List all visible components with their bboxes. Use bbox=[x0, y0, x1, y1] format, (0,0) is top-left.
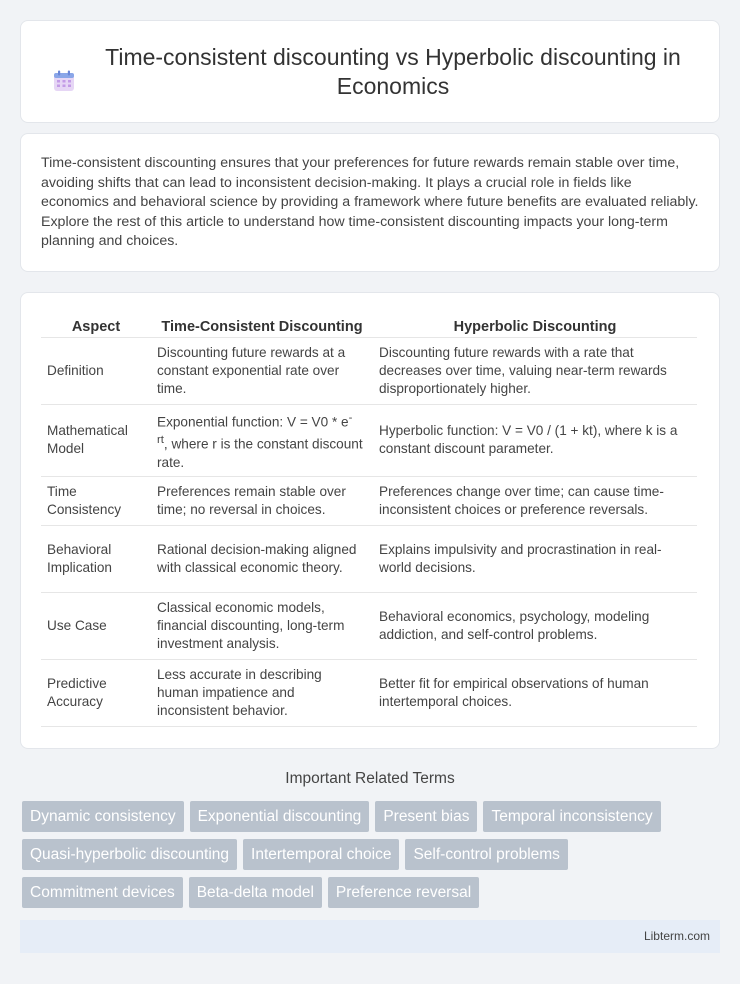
table-cell: Predictive Accuracy bbox=[41, 659, 151, 726]
tag-preference-reversal[interactable]: Preference reversal bbox=[328, 877, 479, 908]
table-row bbox=[41, 592, 697, 659]
table-row bbox=[41, 659, 697, 726]
table-cell: Use Case bbox=[41, 592, 151, 659]
tag-exponential-discounting[interactable]: Exponential discounting bbox=[190, 801, 370, 832]
header-card bbox=[20, 20, 720, 123]
table-cell: Preferences remain stable over time; no reversal in choices. bbox=[151, 476, 373, 525]
table-cell: Behavioral economics, psychology, modeling addiction, and self-control problems. bbox=[373, 592, 697, 659]
table-row bbox=[41, 525, 697, 592]
tag-intertemporal-choice[interactable]: Intertemporal choice bbox=[243, 839, 399, 870]
related-terms-heading: Important Related Terms bbox=[285, 770, 455, 787]
comparison-table-card bbox=[20, 292, 720, 749]
column-header: Aspect bbox=[41, 313, 151, 337]
table-row bbox=[41, 476, 697, 525]
table-cell: Discounting future rewards with a rate that decreases over time, valuing near-term rewards disproportionately higher. bbox=[373, 337, 697, 404]
table-cell: Classical economic models, financial discounting, long-term investment analysis. bbox=[151, 592, 373, 659]
table-cell: Explains impulsivity and procrastination in real-world decisions. bbox=[373, 525, 697, 592]
tag-temporal-inconsistency[interactable]: Temporal inconsistency bbox=[483, 801, 660, 832]
table-cell: Rational decision-making aligned with classical economic theory. bbox=[151, 525, 373, 592]
table-cell: Definition bbox=[41, 337, 151, 404]
tag-row bbox=[22, 839, 722, 870]
table-row bbox=[41, 337, 697, 404]
intro-text: Time-consistent discounting ensures that your preferences for future rewards remain stable over time, avoiding shifts that can lead to inconsistent decision-making. It plays a crucial role in fields like economics and behavioral science by providing a framework where future benefits are evaluated reliably. Explore the rest of this article to understand how time-consistent discounting impacts your long-term planning and choices. bbox=[41, 155, 699, 250]
table-cell: Preferences change over time; can cause time-inconsistent choices or preference reversals. bbox=[373, 476, 697, 525]
tag-row bbox=[22, 801, 722, 832]
comparison-table bbox=[41, 313, 697, 727]
intro-card bbox=[20, 133, 720, 272]
footer bbox=[20, 920, 720, 953]
calendar-icon bbox=[52, 69, 76, 93]
table-row bbox=[41, 404, 697, 476]
tag-beta-delta-model[interactable]: Beta-delta model bbox=[189, 877, 322, 908]
column-header: Time-Consistent Discounting bbox=[151, 313, 373, 337]
tag-row bbox=[22, 877, 722, 908]
column-header: Hyperbolic Discounting bbox=[373, 313, 697, 337]
table-cell: Better fit for empirical observations of human intertemporal choices. bbox=[373, 659, 697, 726]
tag-self-control-problems[interactable]: Self-control problems bbox=[405, 839, 567, 870]
table-header-row bbox=[41, 313, 697, 337]
table-cell: Hyperbolic function: V = V0 / (1 + kt), where k is a constant discount parameter. bbox=[373, 404, 697, 476]
related-terms bbox=[22, 801, 722, 915]
tag-dynamic-consistency[interactable]: Dynamic consistency bbox=[22, 801, 184, 832]
table-cell: Less accurate in describing human impatience and inconsistent behavior. bbox=[151, 659, 373, 726]
table-cell: Time Consistency bbox=[41, 476, 151, 525]
page-title: Time-consistent discounting vs Hyperbolic discounting in Economics bbox=[105, 43, 681, 99]
footer-site-link[interactable]: Libterm.com bbox=[643, 929, 710, 943]
tag-commitment-devices[interactable]: Commitment devices bbox=[22, 877, 183, 908]
table-cell: Discounting future rewards at a constant exponential rate over time. bbox=[151, 337, 373, 404]
table-cell: Exponential function: V = V0 * e- $^{rt}$, where r is the constant discount rate. bbox=[151, 404, 373, 476]
table-cell: Mathematical Model bbox=[41, 404, 151, 476]
tag-quasi-hyperbolic-discounting[interactable]: Quasi-hyperbolic discounting bbox=[22, 839, 237, 870]
table-cell: Behavioral Implication bbox=[41, 525, 151, 592]
tag-present-bias[interactable]: Present bias bbox=[375, 801, 477, 832]
